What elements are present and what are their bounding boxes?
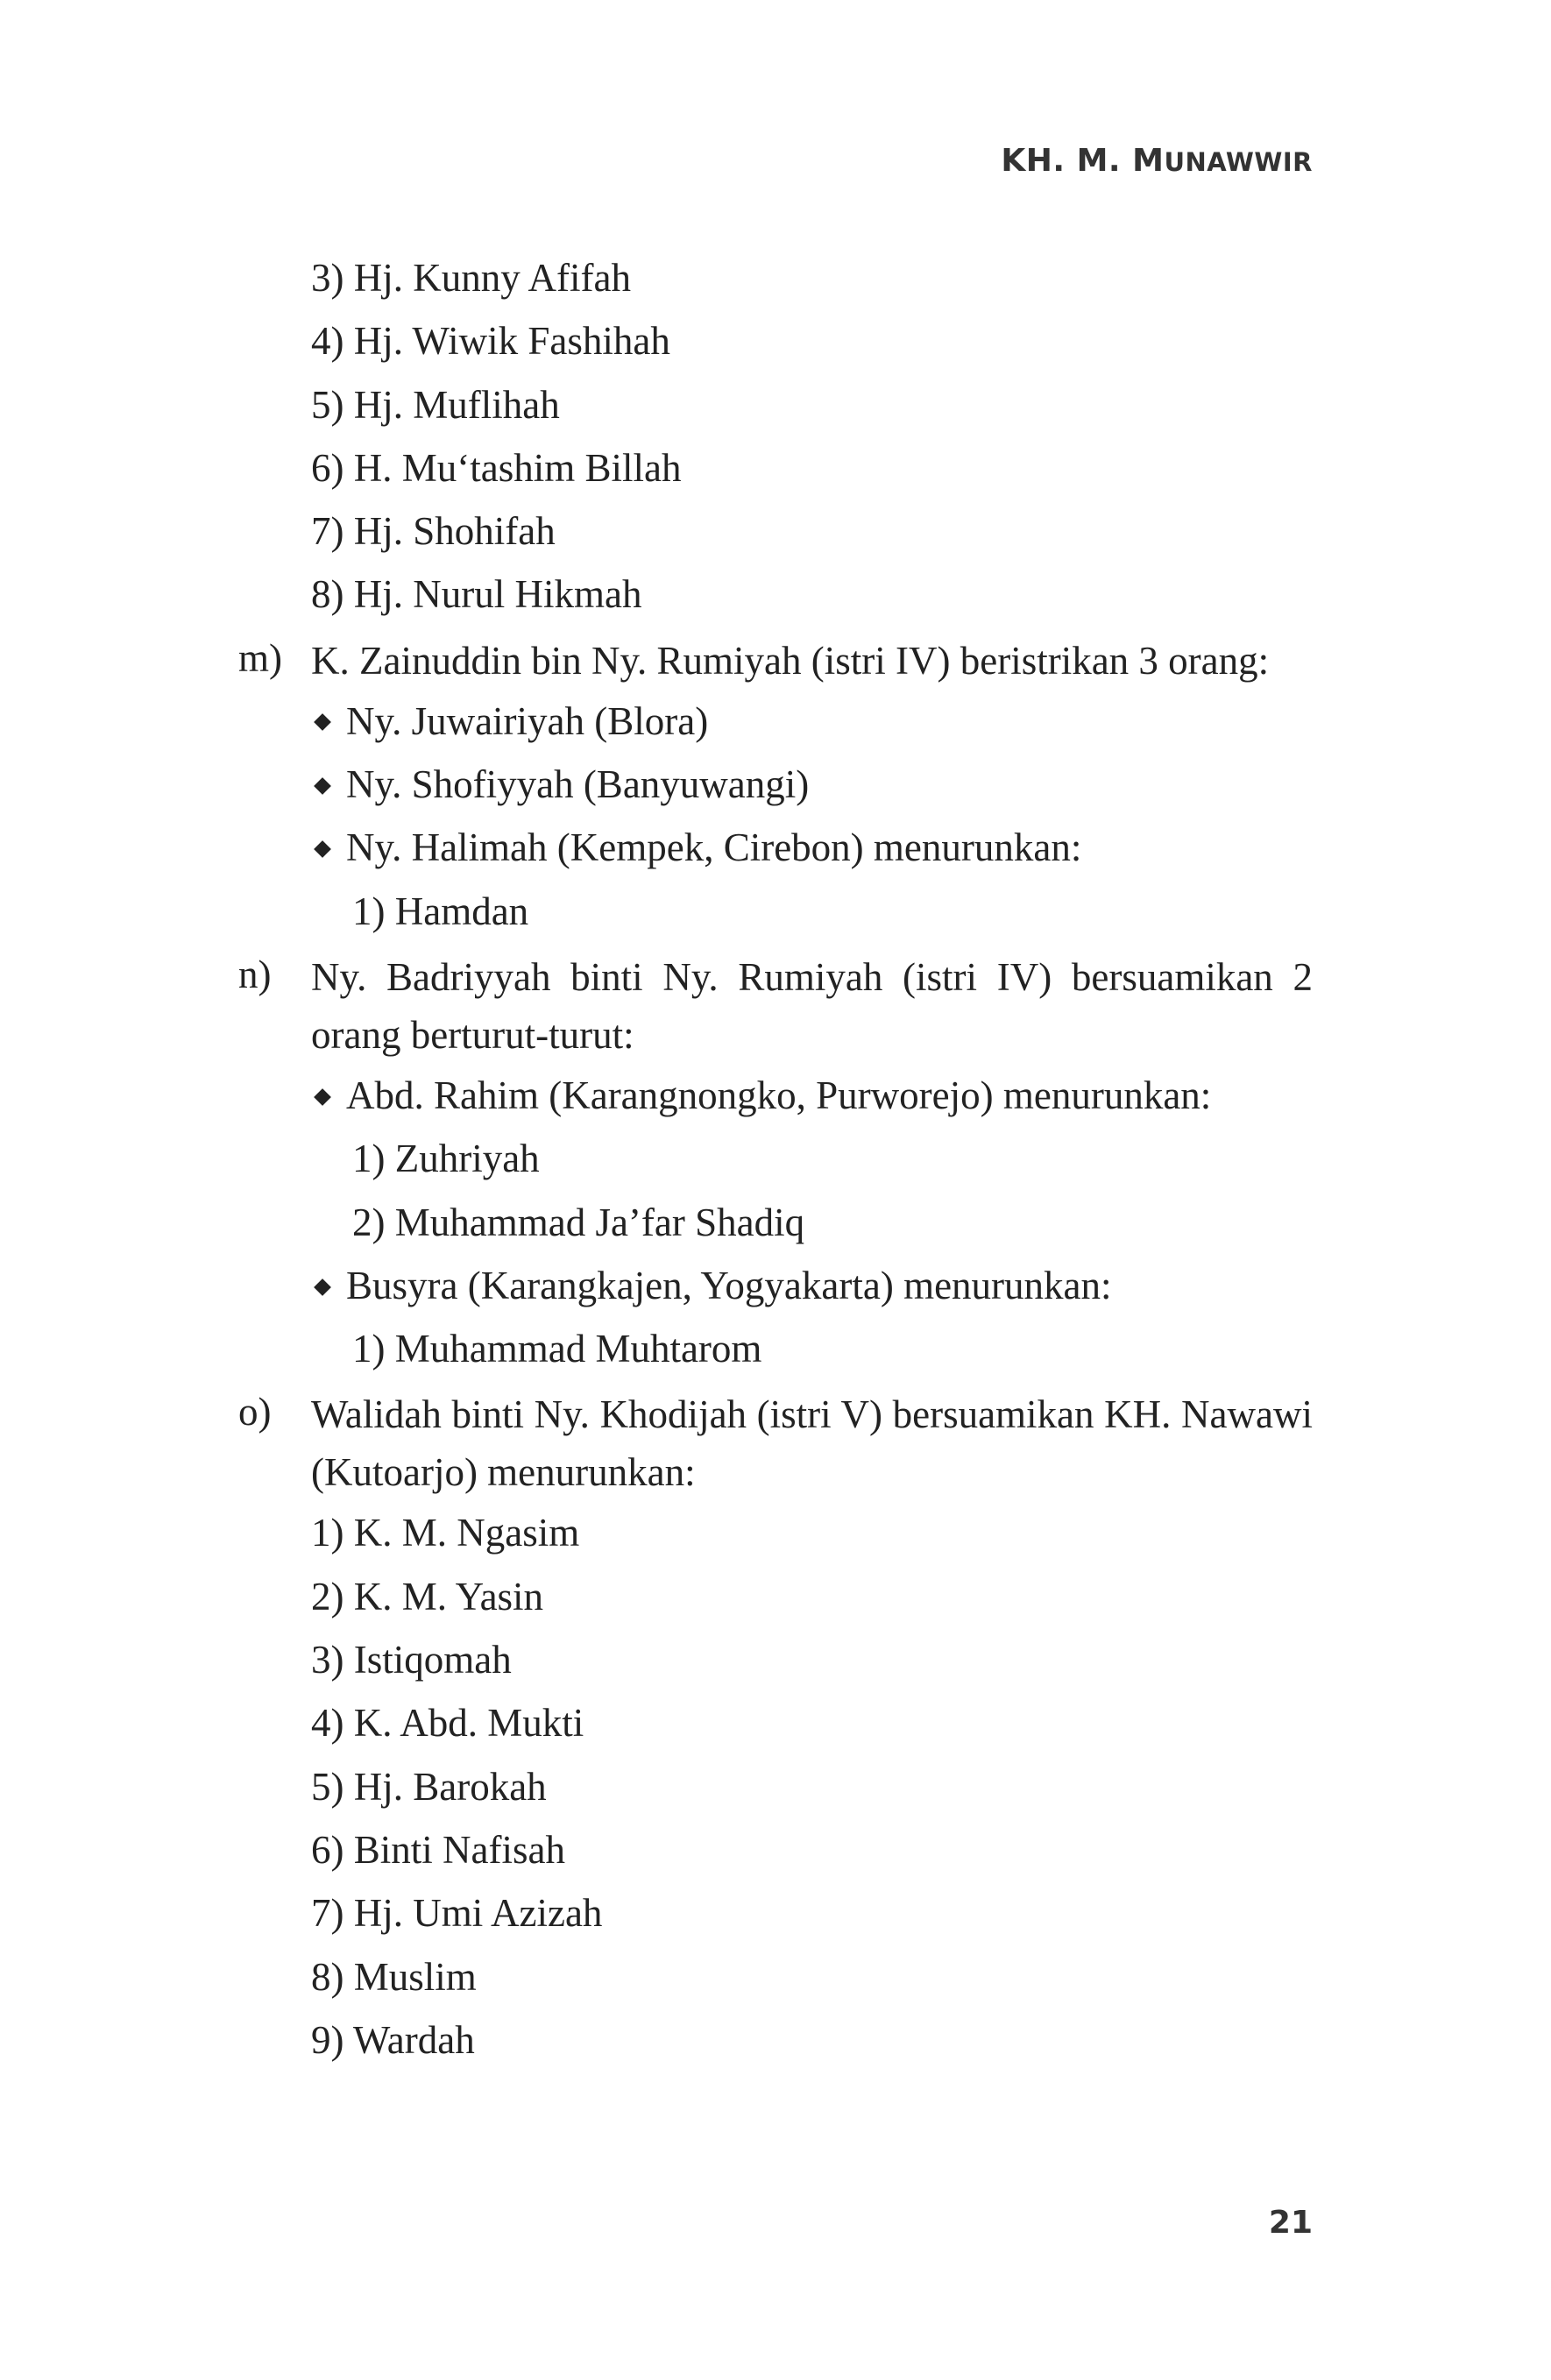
list-item: 1) Muhammad Muhtarom xyxy=(352,1327,762,1371)
entry-n xyxy=(238,948,1313,1069)
list-item: 9) Wardah xyxy=(311,2017,475,2062)
diamond-bullet-icon xyxy=(314,1279,331,1296)
list-item: 2) K. M. Yasin xyxy=(311,1574,544,1619)
list-item: 1) Zuhriyah xyxy=(352,1137,540,1181)
header-smallcaps: UNAWWIR xyxy=(1164,147,1313,177)
bullet-text: Ny. Juwairiyah (Blora) xyxy=(346,698,709,743)
entry-m xyxy=(238,632,1313,695)
bullet-item xyxy=(238,1259,1313,1322)
bullet-text: Ny. Shofiyyah (Banyuwangi) xyxy=(346,762,810,807)
entry-letter: m) xyxy=(238,635,282,680)
list-item: 2) Muhammad Ja’far Shadiq xyxy=(352,1200,805,1244)
page-number: 21 xyxy=(1268,2205,1313,2241)
entry-letter: n) xyxy=(238,952,272,996)
list-item: 8) Muslim xyxy=(311,1954,477,1999)
entry-text: Ny. Badriyyah binti Ny. Rumiyah (istri IV) bersuamikan 2 orang berturut-turut: xyxy=(311,954,1313,1057)
entry-letter: o) xyxy=(238,1390,272,1434)
list-item: 4) Hj. Wiwik Fashihah xyxy=(311,319,670,364)
list-item: 1) Hamdan xyxy=(352,889,529,933)
bullet-text: Abd. Rahim (Karangnongko, Purworejo) menurunkan: xyxy=(346,1073,1212,1117)
diamond-bullet-icon xyxy=(314,840,331,858)
bullet-item xyxy=(238,821,1313,884)
diamond-bullet-icon xyxy=(314,1088,331,1106)
list-item: 6) H. Mu‘tashim Billah xyxy=(311,445,682,490)
list-item: 3) Hj. Kunny Afifah xyxy=(311,256,631,300)
running-header xyxy=(1001,143,1313,179)
diamond-bullet-icon xyxy=(314,777,331,795)
bullet-text: Busyra (Karangkajen, Yogyakarta) menurunkan: xyxy=(346,1263,1112,1307)
bullet-item xyxy=(238,1069,1313,1132)
list-item: 4) K. Abd. Mukti xyxy=(311,1701,584,1746)
header-prefix: KH. M. M xyxy=(1001,143,1165,179)
list-item: 3) Istiqomah xyxy=(311,1638,512,1682)
list-item: 6) Binti Nafisah xyxy=(311,1827,565,1872)
list-item: 7) Hj. Shohifah xyxy=(311,509,556,554)
bullet-item xyxy=(238,758,1313,821)
page-body xyxy=(238,251,1313,2077)
entry-text: K. Zainuddin bin Ny. Rumiyah (istri IV) beristrikan 3 orang: xyxy=(311,638,1270,683)
entry-text: Walidah binti Ny. Khodijah (istri V) bersuamikan KH. Nawawi (Kutoarjo) menurunkan: xyxy=(311,1392,1313,1495)
list-item: 5) Hj. Muflihah xyxy=(311,382,560,427)
list-item: 8) Hj. Nurul Hikmah xyxy=(311,572,642,617)
entry-o xyxy=(238,1385,1313,1506)
list-item: 5) Hj. Barokah xyxy=(311,1764,547,1809)
bullet-text: Ny. Halimah (Kempek, Cirebon) menurunkan: xyxy=(346,825,1082,870)
list-item: 7) Hj. Umi Azizah xyxy=(311,1891,603,1936)
bullet-item xyxy=(238,695,1313,758)
list-item: 1) K. M. Ngasim xyxy=(311,1511,580,1555)
diamond-bullet-icon xyxy=(314,714,331,732)
